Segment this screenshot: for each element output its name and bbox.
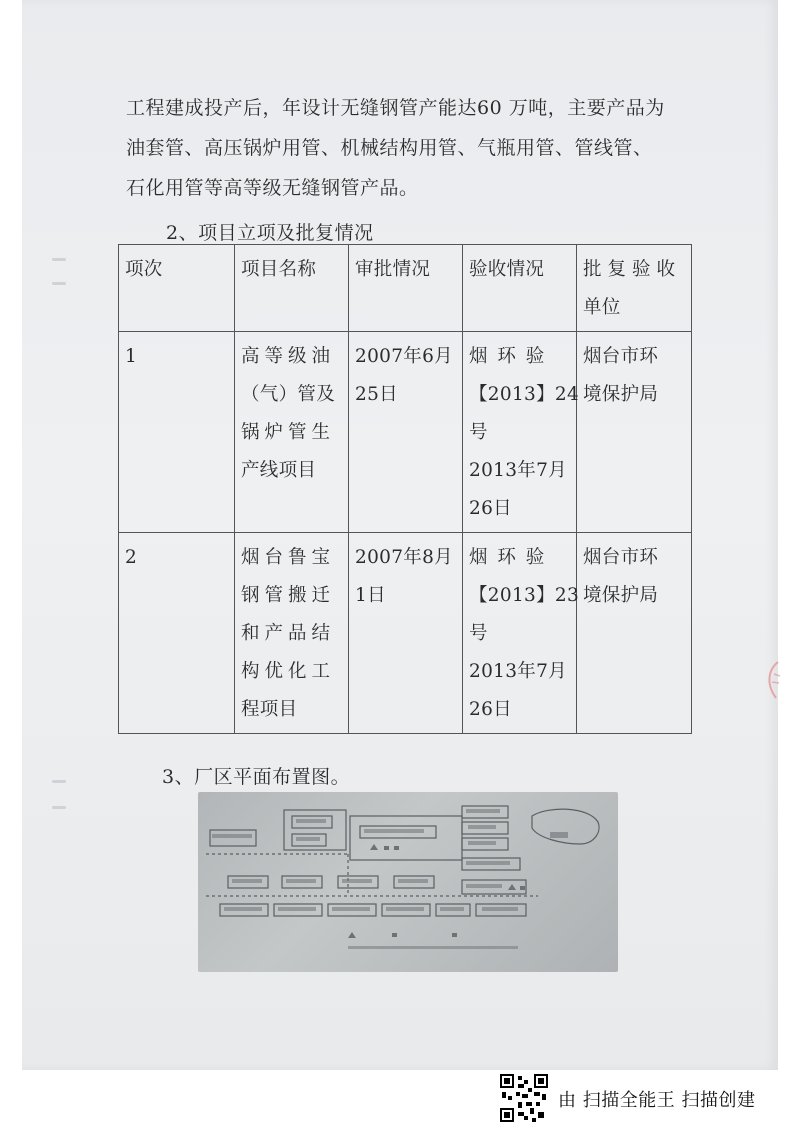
binder-hole-mark xyxy=(52,780,66,783)
section-2-heading: 2、项目立项及批复情况 xyxy=(166,222,374,244)
row-index: 2 xyxy=(119,533,235,734)
plant-layout-image xyxy=(198,792,618,972)
marker-square xyxy=(384,846,389,850)
legend-square xyxy=(452,933,457,937)
binder-hole-mark xyxy=(52,806,66,809)
intro-line: 工程建成投产后，年设计无缝钢管产能达60 万吨，主要产品为 xyxy=(126,97,665,119)
row-approving-unit: 烟台市环 境保护局 xyxy=(577,533,692,734)
plant-layout-figure xyxy=(198,792,618,972)
binder-hole-mark xyxy=(52,282,66,285)
row-index: 1 xyxy=(119,332,235,533)
row-project-name: 烟台鲁宝 钢管搬迁 和产品结 构优化工 程项目 xyxy=(235,533,349,734)
marker-triangle xyxy=(370,844,378,850)
section-3-heading: 3、厂区平面布置图。 xyxy=(162,766,351,788)
row-acceptance: 烟 环 验 【2013】24 号 2013年7月 26日 xyxy=(463,332,577,533)
table-row xyxy=(119,332,692,533)
row-acceptance: 烟 环 验 【2013】23 号 2013年7月 26日 xyxy=(463,533,577,734)
approval-table xyxy=(118,244,692,734)
header-acceptance: 验收情况 xyxy=(463,245,577,332)
row-approval: 2007年6月 25日 xyxy=(349,332,463,533)
scanner-watermark-text: 由 扫描全能王 扫描创建 xyxy=(558,1090,756,1111)
marker-triangle xyxy=(508,884,516,890)
marker-square xyxy=(520,886,525,890)
marker-square xyxy=(394,846,399,850)
header-index: 项次 xyxy=(119,245,235,332)
figure-caption-line xyxy=(348,946,518,949)
table-row xyxy=(119,533,692,734)
qr-code-icon xyxy=(500,1074,548,1122)
row-approval: 2007年8月 1日 xyxy=(349,533,463,734)
header-approving-unit: 批复验收 单位 xyxy=(577,245,692,332)
boundary-outline xyxy=(532,809,599,844)
intro-line: 油套管、高压锅炉用管、机械结构用管、气瓶用管、管线管、 xyxy=(126,137,653,159)
intro-line: 石化用管等高等级无缝钢管产品。 xyxy=(126,177,419,199)
intro-paragraph xyxy=(126,88,706,208)
legend-triangle xyxy=(348,932,356,938)
header-project-name: 项目名称 xyxy=(235,245,349,332)
table-header-row xyxy=(119,245,692,332)
header-approval: 审批情况 xyxy=(349,245,463,332)
red-stamp-edge xyxy=(762,660,780,700)
row-approving-unit: 烟台市环 境保护局 xyxy=(577,332,692,533)
row-project-name: 高等级油 （气）管及 锅炉管生 产线项目 xyxy=(235,332,349,533)
binder-hole-mark xyxy=(52,258,66,261)
legend-square xyxy=(392,933,397,937)
